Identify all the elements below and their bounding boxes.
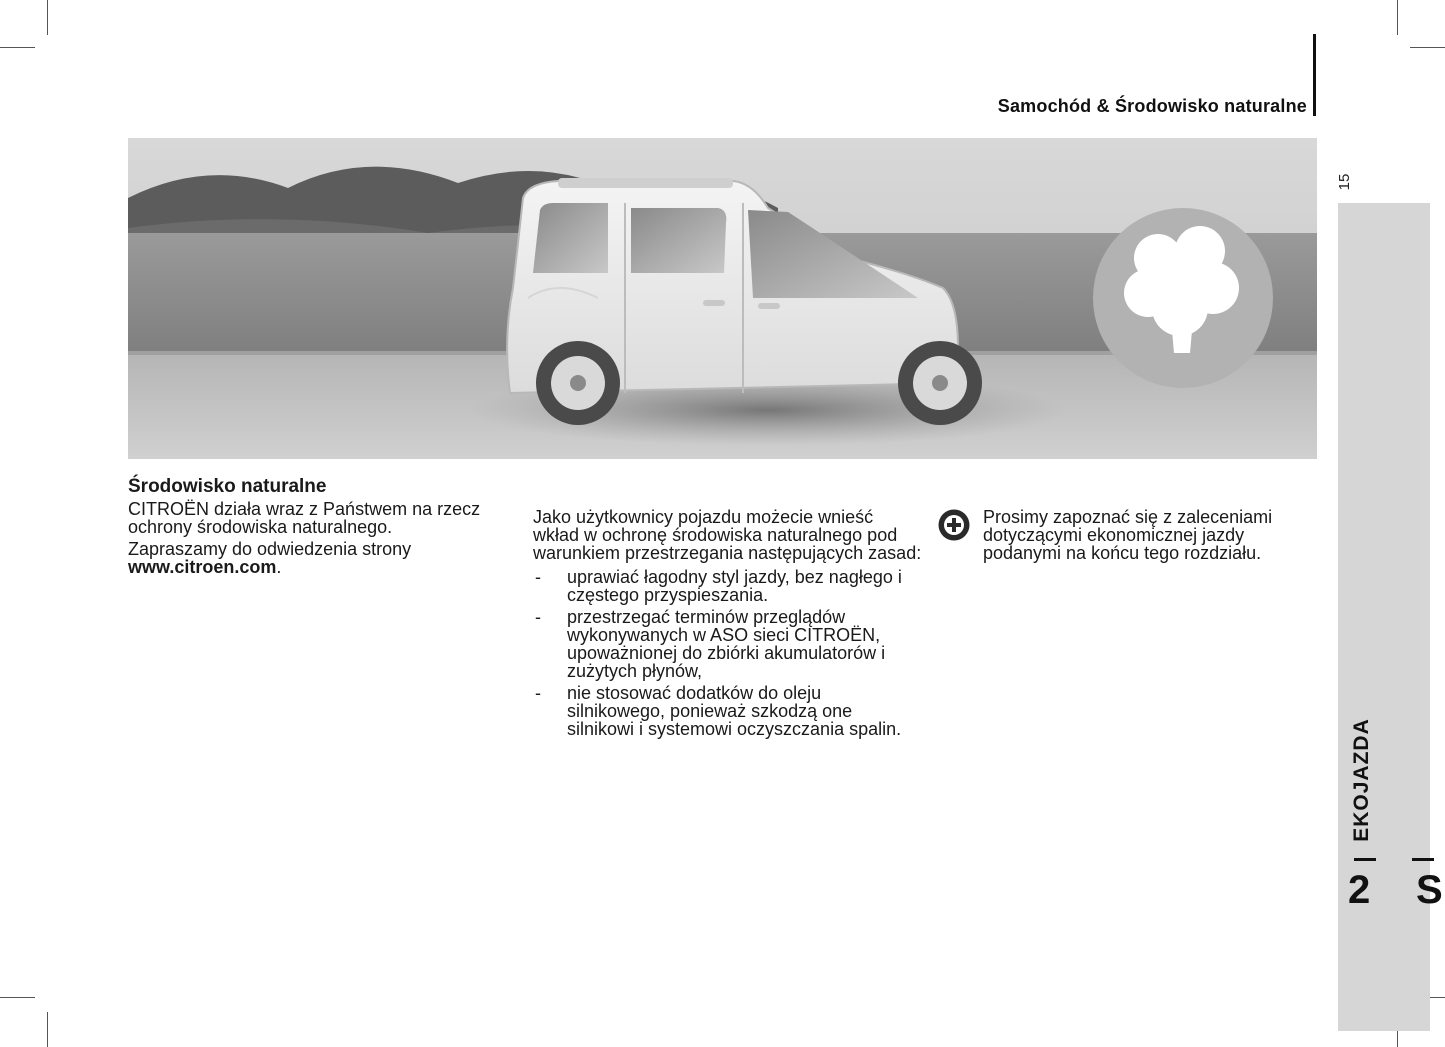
chapter-divider bbox=[1354, 858, 1376, 861]
column-rules bbox=[533, 508, 923, 742]
page-number: 15 bbox=[1336, 173, 1353, 191]
paragraph-text: Zapraszamy do odwiedzenia strony bbox=[128, 539, 412, 559]
list-item: - przestrzegać terminów przeglądów wykonywanych w ASO sieci CITROËN, upoważnionej do zbiórki akumulatorów i zużytych płynów, bbox=[535, 607, 886, 681]
header-rule bbox=[1313, 34, 1316, 116]
list-item: - uprawiać łagodny styl jazdy, bez nagłego i częstego przyspieszania. bbox=[535, 567, 902, 605]
column-environment bbox=[128, 478, 513, 580]
website-link[interactable]: www.citroen.com bbox=[128, 557, 277, 577]
chapter-divider bbox=[1412, 858, 1434, 861]
plus-circle-icon bbox=[937, 508, 971, 542]
crop-mark bbox=[47, 1012, 48, 1047]
next-chapter-fragment: S bbox=[1416, 868, 1443, 912]
list-item: - nie stosować dodatków do oleju silnikowego, ponieważ szkodzą one silnikowi i systemowi oczyszczania spalin. bbox=[535, 683, 902, 739]
paragraph bbox=[128, 540, 513, 576]
crop-mark bbox=[47, 0, 48, 35]
crop-mark bbox=[0, 47, 35, 48]
chapter-number: 2 bbox=[1348, 868, 1371, 912]
hero-image bbox=[128, 138, 1317, 459]
crop-mark bbox=[1397, 0, 1398, 35]
paragraph: Jako użytkownicy pojazdu możecie wnieść wkład w ochronę środowiska naturalnego pod warunkiem przestrzegania następujących zasad: bbox=[533, 507, 922, 563]
chapter-label: EKOJAZDA bbox=[1350, 718, 1373, 842]
tip-text: Prosimy zapoznać się z zaleceniami dotyczącymi ekonomicznej jazdy podanymi na końcu tego rozdziału. bbox=[983, 507, 1273, 563]
crop-mark bbox=[0, 997, 35, 998]
paragraph-text: . bbox=[276, 557, 282, 577]
rules-list bbox=[533, 568, 923, 738]
crop-mark bbox=[1410, 47, 1445, 48]
paragraph: CITROËN działa wraz z Państwem na rzecz ochrony środowiska naturalnego. bbox=[128, 499, 481, 537]
section-title: Środowisko naturalne bbox=[128, 476, 327, 497]
page-header-title: Samochód & Środowisko naturalne bbox=[997, 96, 1307, 116]
column-tip bbox=[983, 508, 1313, 566]
